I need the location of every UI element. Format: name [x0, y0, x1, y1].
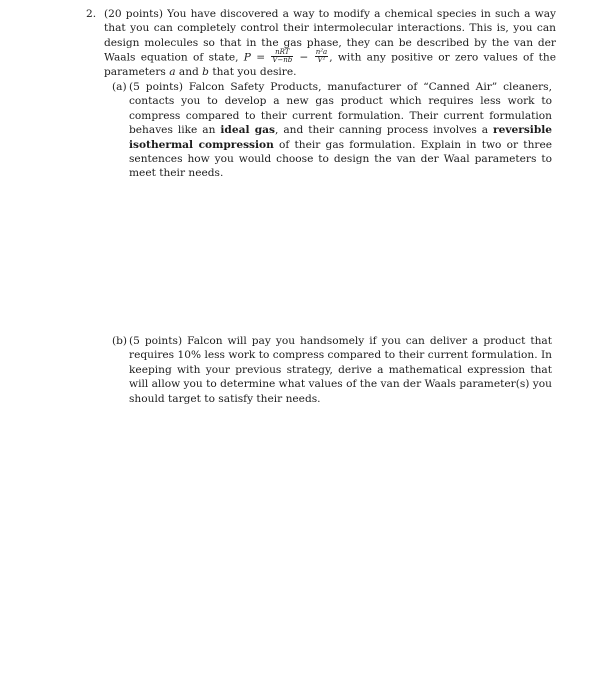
fraction-1-denominator: V−nb [272, 56, 293, 65]
problem-intro-text-2: , with any positive or zero values of the parameters [104, 51, 556, 79]
problem-statement [104, 7, 556, 80]
parameter-b: b [202, 66, 209, 79]
fraction-2-denominator: V² [317, 56, 326, 65]
part-a-text-2: , and their canning process involves a [275, 124, 494, 137]
fraction-2-numerator: n²a [315, 48, 328, 57]
problem-2 [86, 7, 556, 80]
problem-number: 2. [86, 8, 97, 20]
equation-fraction-2 [315, 49, 329, 64]
part-a [112, 80, 552, 181]
equation-minus: − [294, 51, 314, 64]
problem-intro-text-3: that you desire. [208, 66, 297, 79]
part-a-label: (a) [112, 81, 127, 93]
part-a-bold-ideal-gas: ideal gas [220, 124, 275, 137]
part-a-text-1: (5 points) Falcon Safety Products, manufacturer of “Canned Air” cleaners, contacts you to develop a new gas product which requires less work to compress compared to their current formulation. Their current formulation behaves like an [129, 81, 552, 137]
part-b [112, 334, 552, 406]
part-a-text-3: of their gas formulation. Explain in two or three sentences how you would choose to design the van der Waal parameters to meet their needs. [129, 138, 552, 180]
part-b-text: (5 points) Falcon will pay you handsomely if you can deliver a product that requires 10% less work to compress compared to their current formulation. In keeping with your previous strategy, derive a mathematical expression that will allow you to determine what values of the van der Waals parameter(s) you should target to satisfy their needs. [129, 335, 552, 405]
problem-intro-text: (20 points) You have discovered a way to modify a chemical species in such a way that you can completely control their intermolecular interactions. This is, you can design molecules so that in the gas phase, they can be described by the van der Waals equation of state, [104, 8, 556, 64]
conjunction-and: and [175, 66, 203, 79]
equation-lhs: P [243, 51, 251, 64]
part-a-text [129, 80, 552, 181]
equation-fraction-1 [271, 49, 293, 64]
parameter-a: a [169, 66, 176, 79]
equation-equals: = [250, 51, 271, 64]
part-b-label: (b) [112, 335, 128, 347]
part-a-bold-compression: reversible isothermal compression [129, 124, 553, 151]
fraction-1-numerator: nRT [271, 49, 293, 57]
